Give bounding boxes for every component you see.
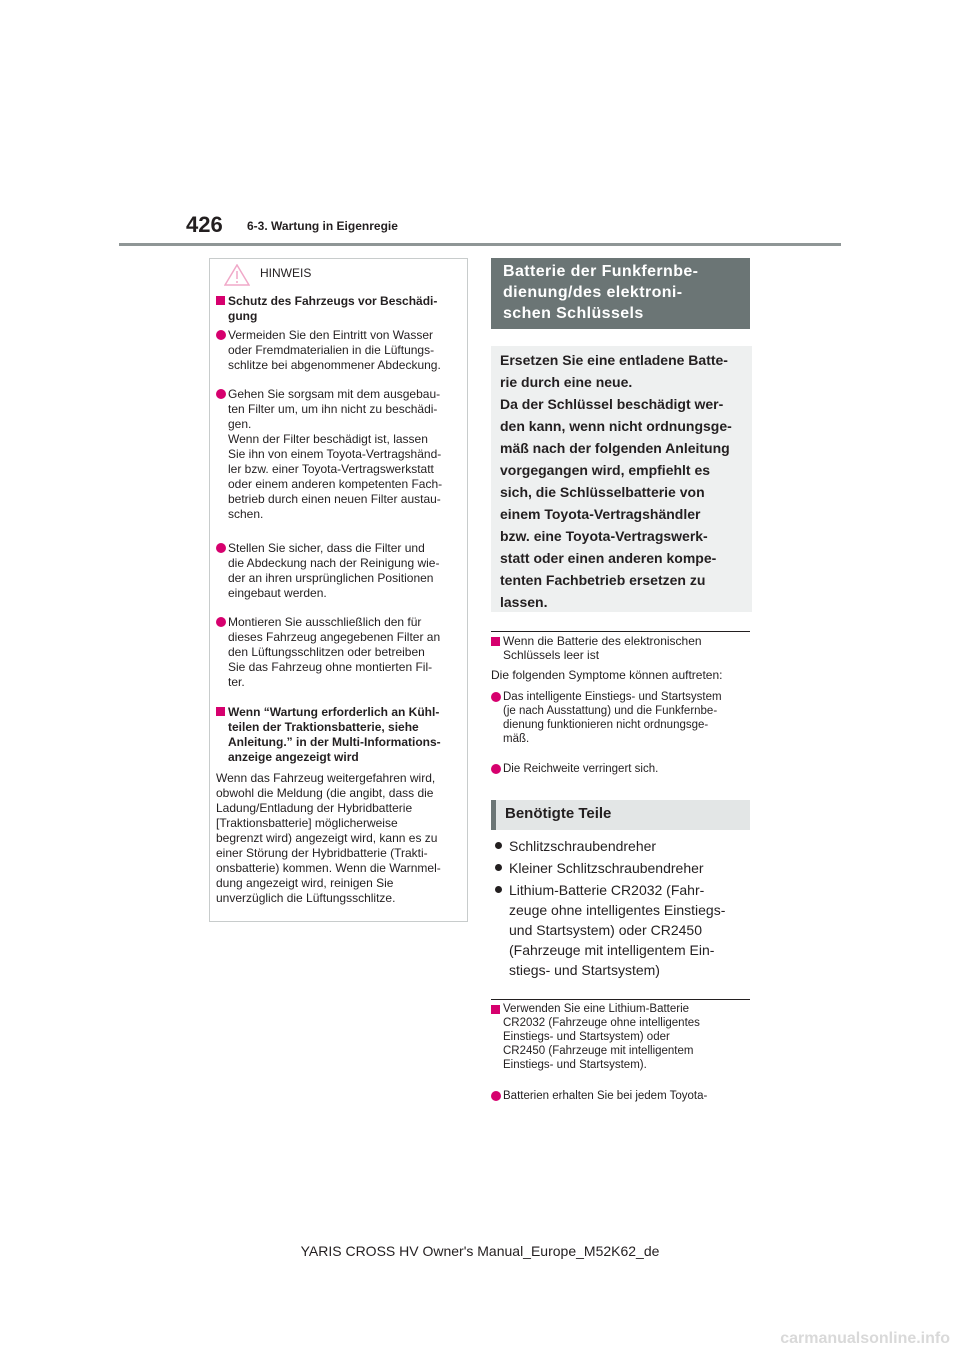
- square-bullet-icon: [491, 1005, 500, 1014]
- square-bullet-icon: [216, 296, 225, 305]
- note-box: [209, 258, 468, 922]
- note-bullet: Gehen Sie sorgsam mit dem ausgebau- ten Filter um, um ihn nicht zu beschädi- gen. Wenn der Filter beschädigt ist, lassen Sie ihn von einem Toyota-Vertragshänd- ler bzw. einer Toyota-Vertragswerkstatt oder einem anderen kompetenten Fach- betrieb durch einen neuen Filter austau- schen.: [216, 387, 462, 522]
- round-bullet-icon: [491, 1091, 501, 1101]
- round-bullet-icon: [216, 617, 226, 627]
- parts-list-item: Lithium-Batterie CR2032 (Fahr- zeuge ohne intelligentes Einstiegs- und Startsystem) oder CR2450 (Fahrzeuge mit intelligentem Ein- stiegs- und Startsystem): [495, 880, 755, 980]
- round-bullet-icon: [491, 692, 501, 702]
- note-title: HINWEIS: [260, 266, 312, 280]
- round-bullet-icon: [216, 389, 226, 399]
- parts-list-item: Schlitzschraubendreher: [495, 836, 755, 856]
- header-rule: [119, 243, 841, 246]
- battery-section-title: Batterie der Funkfernbe- dienung/des elektroni- schen Schlüssels: [491, 258, 750, 329]
- page-number: 426: [186, 212, 223, 237]
- watermark: carmanualsonline.info: [780, 1330, 950, 1347]
- note-heading: Wenn “Wartung erforderlich an Kühl- teilen der Traktionsbatterie, siehe Anleitung.” in der Multi-Informations- anzeige angezeigt wird: [216, 705, 462, 765]
- use-battery-bullet: Batterien erhalten Sie bei jedem Toyota-: [491, 1089, 750, 1103]
- square-bullet-icon: [491, 637, 500, 646]
- intro-text: Ersetzen Sie eine entladene Batte- rie durch eine neue. Da der Schlüssel beschädigt wer- den kann, wenn nicht ordnungsge- mäß nach der folgenden Anleitung vorgegangen wird, empfiehlt es sich, die Schlüsselbatterie von einem Toyota-Vertragshändler bzw. eine Toyota-Vertragswerk- statt oder einen anderen kompe- tenten Fachbetrieb ersetzen zu lassen.: [500, 352, 732, 610]
- empty-battery-heading: Wenn die Batterie des elektronischen Schlüssels leer ist: [491, 631, 750, 662]
- parts-list-item: Kleiner Schlitzschraubendreher: [495, 858, 755, 878]
- empty-battery-paragraph: Die folgenden Symptome können auftreten:: [491, 668, 723, 682]
- note-bullet: Montieren Sie ausschließlich den für dieses Fahrzeug angegebenen Filter an den Lüftungsschlitzen oder betreiben Sie das Fahrzeug ohne montierten Fil- ter.: [216, 615, 462, 690]
- use-battery-heading: Verwenden Sie eine Lithium-Batterie CR2032 (Fahrzeuge ohne intelligentes Einstiegs- und Startsystem) oder CR2450 (Fahrzeuge mit intelligentem Einstiegs- und Startsystem).: [491, 999, 750, 1072]
- section-title: 6-3. Wartung in Eigenregie: [247, 219, 398, 233]
- bullet-icon: [495, 842, 502, 849]
- square-bullet-icon: [216, 707, 225, 716]
- note-bullet: Stellen Sie sicher, dass die Filter und die Abdeckung nach der Reinigung wie- der an ihren ursprünglichen Positionen eingebaut werden.: [216, 541, 462, 601]
- note-bullet: Vermeiden Sie den Eintritt von Wasser oder Fremdmaterialien in die Lüftungs- schlitze bei abgenommener Abdeckung.: [216, 328, 462, 373]
- parts-section-title: Benötigte Teile: [491, 800, 750, 830]
- bullet-icon: [495, 886, 502, 893]
- symptom-item: Die Reichweite verringert sich.: [491, 762, 750, 776]
- round-bullet-icon: [491, 764, 501, 774]
- note-paragraph: Wenn das Fahrzeug weitergefahren wird, obwohl die Meldung (die angibt, dass die Ladung/Entladung der Hybridbatterie [Traktionsbatterie] möglicherweise begrenzt wird) angezeigt wird, kann es zu einer Störung der Hybridbatterie (Trakti- onsbatterie) kommen. Wenn die Warnmel- dung angezeigt wird, reinigen Sie unverzüglich die Lüftungsschlitze.: [216, 771, 441, 905]
- intro-box: [491, 346, 752, 612]
- warning-triangle-icon: [224, 264, 250, 286]
- note-heading: Schutz des Fahrzeugs vor Beschädi- gung: [216, 294, 462, 324]
- round-bullet-icon: [216, 543, 226, 553]
- symptom-item: Das intelligente Einstiegs- und Startsystem (je nach Ausstattung) und die Funkfernbe- dienung funktionieren nicht ordnungsge- mäß.: [491, 690, 750, 746]
- bullet-icon: [495, 864, 502, 871]
- round-bullet-icon: [216, 330, 226, 340]
- footer-text: YARIS CROSS HV Owner's Manual_Europe_M52K62_de: [300, 1243, 660, 1259]
